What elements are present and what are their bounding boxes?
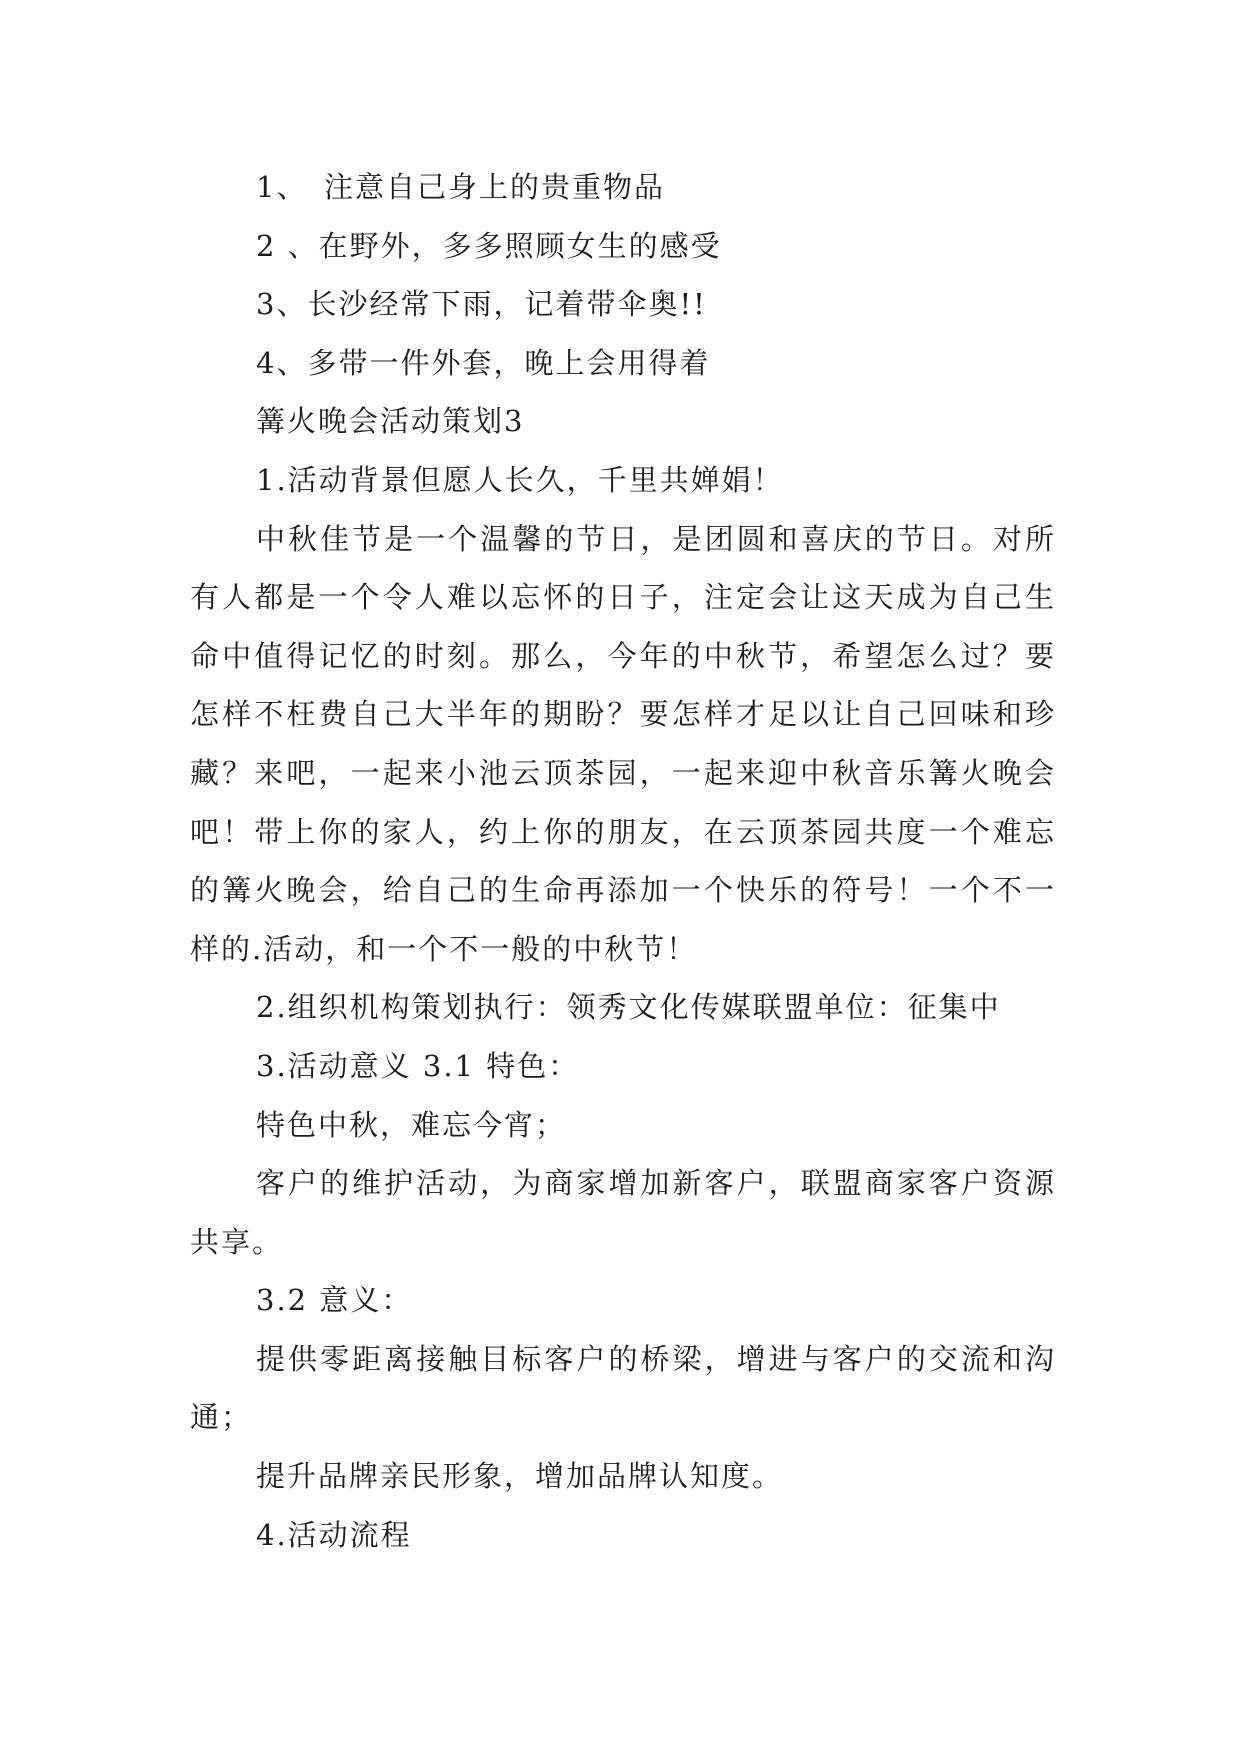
meaning-bridge-paragraph: 提供零距离接触目标客户的桥梁，增进与客户的交流和沟通；: [190, 1341, 1056, 1435]
customer-maintenance-paragraph: 客户的维护活动，为商家增加新客户，联盟商家客户资源共享。: [190, 1166, 1056, 1259]
list-item-umbrella: 3、长沙经常下雨，记着带伞奥!!: [256, 287, 707, 322]
section-organization: 2.组织机构策划执行：领秀文化传媒联盟单位：征集中: [256, 990, 1001, 1025]
section-title: 篝火晚会活动策划3: [256, 404, 525, 439]
meaning-brand-paragraph: 提升品牌亲民形象，增加品牌认知度。: [256, 1459, 784, 1494]
document-body: [190, 158, 1056, 1564]
section-significance: 3.活动意义 3.1 特色：: [256, 1048, 580, 1083]
subsection-meaning: 3.2 意义：: [256, 1283, 413, 1318]
background-paragraph: 中秋佳节是一个温馨的节日，是团圆和喜庆的节日。对所有人都是一个令人难以忘怀的日子，注定会让这天成为自己生命中值得记忆的时刻。那么，今年的中秋节，希望怎么过？要怎样不枉费自己大半年的期盼？要怎样才足以让自己回味和珍藏？来吧，一起来小池云顶茶园，一起来迎中秋音乐篝火晚会吧！带上你的家人，约上你的朋友，在云顶茶园共度一个难忘的篝火晚会，给自己的生命再添加一个快乐的符号！一个不一样的.活动，和一个不一般的中秋节！: [190, 521, 1056, 966]
section-background: 1.活动背景但愿人长久，千里共婵娟！: [256, 462, 784, 497]
list-item-valuables: 1、 注意自己身上的贵重物品: [256, 170, 665, 204]
section-process: 4.活动流程: [256, 1517, 412, 1552]
feature-line: 特色中秋，难忘今宵；: [256, 1107, 567, 1142]
list-item-jacket: 4、多带一件外套，晚上会用得着: [256, 345, 711, 380]
list-item-care-for-girls: 2 、在野外，多多照顾女生的感受: [256, 228, 722, 263]
